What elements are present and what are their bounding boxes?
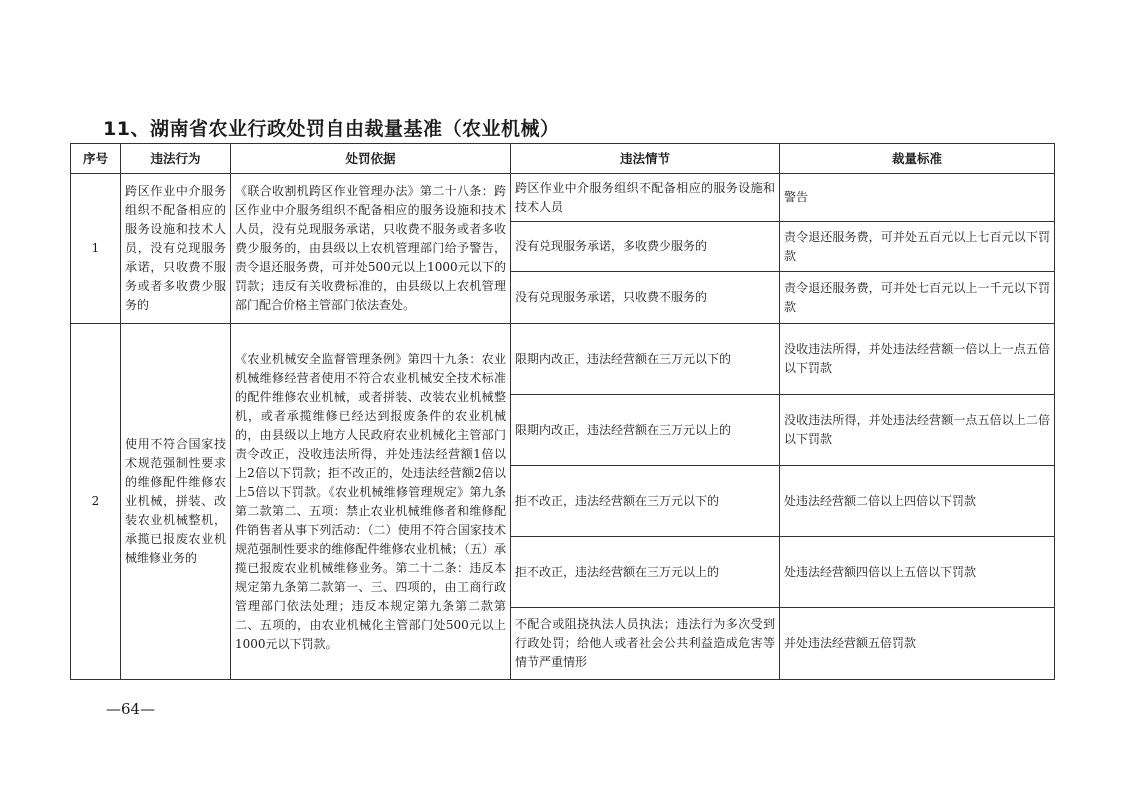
row-number: 1 [71,174,121,324]
discretion-standard-table [70,143,1055,680]
header-no: 序号 [71,144,121,174]
document-title: 11、湖南省农业行政处罚自由裁量基准（农业机械） [103,118,560,140]
penalty-basis: 《农业机械安全监督管理条例》第四十九条：农业机械维修经营者使用不符合农业机械安全技术标准的配件维修农业机械，或者拼装、改装农业机械整机，或者承揽维修已经达到报废条件的农业机械的，由县级以上地方人民政府农业机械化主管部门责令改正，没收违法所得，并处违法经营额1倍以上2倍以下罚款；拒不改正的，处违法经营额2倍以上5倍以下罚款。《农业机械维修管理规定》第九条第二款第二、五项：禁止农业机械维修者和维修配件销售者从事下列活动：（二）使用不符合国家技术规范强制性要求的维修配件维修农业机械；（五）承揽已报废农业机械维修业务。第二十二条：违反本规定第九条第二款第一、三、四项的，由工商行政管理部门依法处理；违反本规定第九条第二款第二、五项的，由农业机械化主管部门处500元以上1000元以下罚款。 [231,324,511,680]
header-standard: 裁量标准 [780,144,1055,174]
header-basis: 处罚依据 [231,144,511,174]
discretion-standard: 并处违法经营额五倍罚款 [780,608,1055,680]
header-behavior: 违法行为 [121,144,231,174]
violation-circumstance: 拒不改正，违法经营额在三万元以上的 [511,537,780,608]
violation-behavior: 使用不符合国家技术规范强制性要求的维修配件维修农业机械，拼装、改装农业机械整机，承揽已报废农业机械维修业务的 [121,324,231,680]
violation-circumstance: 不配合或阻挠执法人员执法；违法行为多次受到行政处罚；给他人或者社会公共利益造成危害等情节严重情形 [511,608,780,680]
violation-behavior: 跨区作业中介服务组织不配备相应的服务设施和技术人员，没有兑现服务承诺，只收费不服务或者多收费少服务的 [121,174,231,324]
discretion-standard: 处违法经营额二倍以上四倍以下罚款 [780,466,1055,537]
discretion-standard: 处违法经营额四倍以上五倍以下罚款 [780,537,1055,608]
violation-circumstance: 限期内改正，违法经营额在三万元以上的 [511,395,780,466]
page-number: —64— [106,700,156,718]
header-circumstance: 违法情节 [511,144,780,174]
violation-circumstance: 拒不改正，违法经营额在三万元以下的 [511,466,780,537]
violation-circumstance: 没有兑现服务承诺，只收费不服务的 [511,272,780,324]
discretion-standard: 责令退还服务费，可并处五百元以上七百元以下罚款 [780,222,1055,272]
discretion-standard: 警告 [780,174,1055,222]
discretion-standard: 没收违法所得，并处违法经营额一点五倍以上二倍以下罚款 [780,395,1055,466]
violation-circumstance: 跨区作业中介服务组织不配备相应的服务设施和技术人员 [511,174,780,222]
discretion-standard: 没收违法所得，并处违法经营额一倍以上一点五倍以下罚款 [780,324,1055,395]
violation-circumstance: 没有兑现服务承诺，多收费少服务的 [511,222,780,272]
row-number: 2 [71,324,121,680]
penalty-basis: 《联合收割机跨区作业管理办法》第二十八条：跨区作业中介服务组织不配备相应的服务设施和技术人员，没有兑现服务承诺，只收费不服务或者多收费少服务的，由县级以上农机管理部门给予警告，责令退还服务费，可并处500元以上1000元以下的罚款；违反有关收费标准的，由县级以上农机管理部门配合价格主管部门依法查处。 [231,174,511,324]
table-header-row [71,144,1055,174]
table-row [71,174,1055,222]
violation-circumstance: 限期内改正，违法经营额在三万元以下的 [511,324,780,395]
table-row [71,324,1055,395]
discretion-standard: 责令退还服务费，可并处七百元以上一千元以下罚款 [780,272,1055,324]
